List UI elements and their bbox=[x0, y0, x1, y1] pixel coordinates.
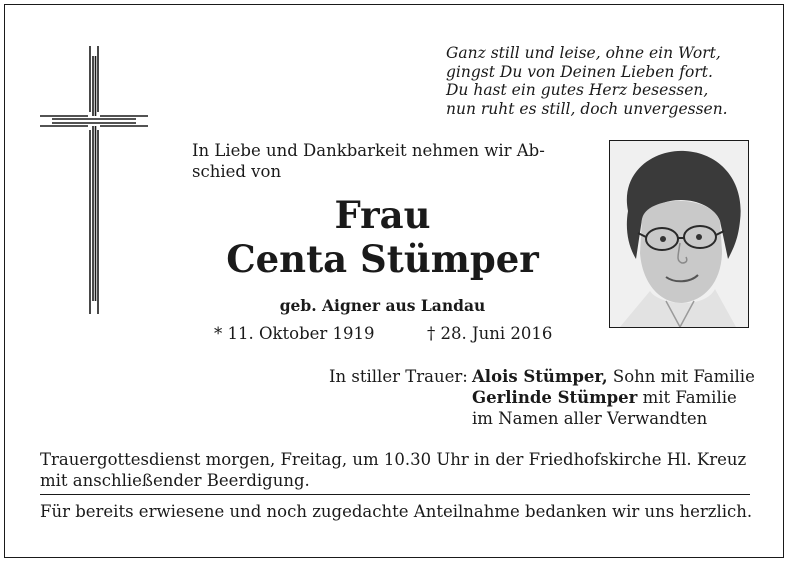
mourner-name: Alois Stümper, bbox=[472, 367, 608, 386]
death-date: † 28. Juni 2016 bbox=[427, 324, 553, 343]
mourner-entry bbox=[472, 408, 755, 429]
poem-line: Du hast ein gutes Herz besessen, bbox=[446, 81, 709, 99]
intro-text bbox=[192, 140, 572, 182]
deceased-name: Centa Stümper bbox=[226, 237, 539, 281]
mourner-relation: Sohn mit Familie bbox=[607, 367, 755, 386]
intro-line: In Liebe und Dankbarkeit nehmen wir Ab- bbox=[192, 141, 545, 160]
portrait-photo bbox=[609, 140, 749, 328]
mourner-relation: im Namen aller Verwandten bbox=[472, 409, 708, 428]
cross-icon bbox=[38, 46, 150, 316]
mourning-label: In stiller Trauer: bbox=[329, 367, 468, 386]
intro-line: schied von bbox=[192, 162, 282, 181]
portrait-icon bbox=[610, 141, 748, 327]
birth-date: * 11. Oktober 1919 bbox=[214, 324, 375, 343]
mourner-entry bbox=[472, 387, 755, 408]
service-line: Trauergottesdienst morgen, Freitag, um 10.30 Uhr in der Friedhofskirche Hl. Kreuz bbox=[40, 450, 747, 469]
divider bbox=[40, 494, 750, 495]
service-line: mit anschließender Beerdigung. bbox=[40, 471, 310, 490]
deceased-maiden-name: geb. Aigner aus Landau bbox=[279, 296, 486, 315]
thanks-text: Für bereits erwiesene und noch zugedachte Anteilnahme bedanken wir uns herzlich. bbox=[40, 502, 753, 521]
poem-line: gingst Du von Deinen Lieben fort. bbox=[446, 62, 713, 81]
poem-line: nun ruht es still, doch unvergessen. bbox=[446, 99, 728, 118]
poem-line: Ganz still und leise, ohne ein Wort, bbox=[446, 44, 721, 62]
mourners-list bbox=[472, 366, 755, 429]
poem bbox=[446, 44, 746, 118]
mourner-relation: mit Familie bbox=[637, 388, 737, 407]
mourner-name: Gerlinde Stümper bbox=[472, 388, 638, 407]
funeral-service-text bbox=[40, 449, 752, 491]
deceased-title: Frau bbox=[334, 193, 431, 237]
mourner-entry bbox=[472, 366, 755, 387]
